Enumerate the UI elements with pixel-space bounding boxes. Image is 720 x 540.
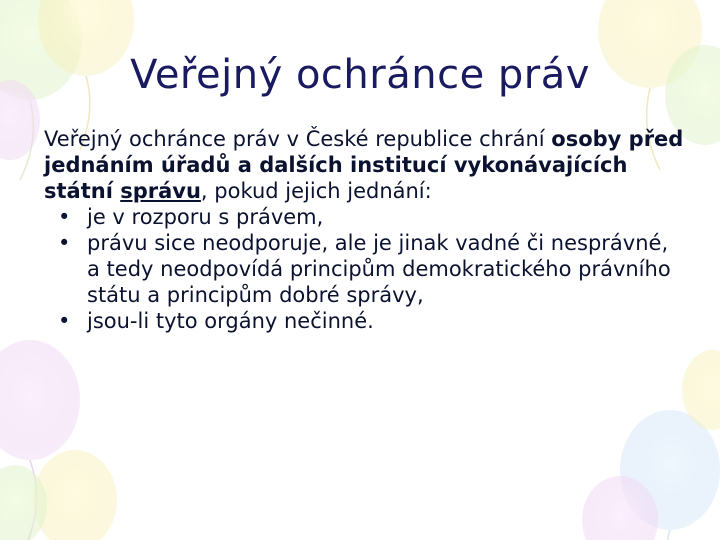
list-item-text: jsou-li tyto orgány nečinné. [87, 309, 374, 333]
list-item [44, 230, 684, 308]
bullet-icon: • [58, 309, 71, 333]
list-item [44, 204, 684, 230]
bullet-list [44, 204, 684, 334]
slide-body [44, 126, 684, 334]
list-item-text: právu sice neodporuje, ale je jinak vadné či nesprávné, a tedy neodpovídá principům demokratického právního státu a principům dobré správy, [87, 231, 671, 307]
bullet-icon: • [58, 205, 71, 229]
list-item-text: je v rozporu s právem, [87, 205, 324, 229]
bullet-icon: • [58, 231, 71, 255]
intro-paragraph [44, 126, 684, 204]
intro-plain-text: Veřejný ochránce práv v České republice chrání [44, 127, 552, 151]
list-item [44, 308, 684, 334]
slide-title: Veřejný ochránce práv [130, 52, 590, 98]
intro-bold-text: osoby před jednáním úřadů a dalších institucí vykonávajících státní [44, 127, 684, 203]
intro-bold-underlined-text: správu [120, 179, 201, 203]
intro-rest-text: , pokud jejich jednání: [200, 179, 432, 203]
